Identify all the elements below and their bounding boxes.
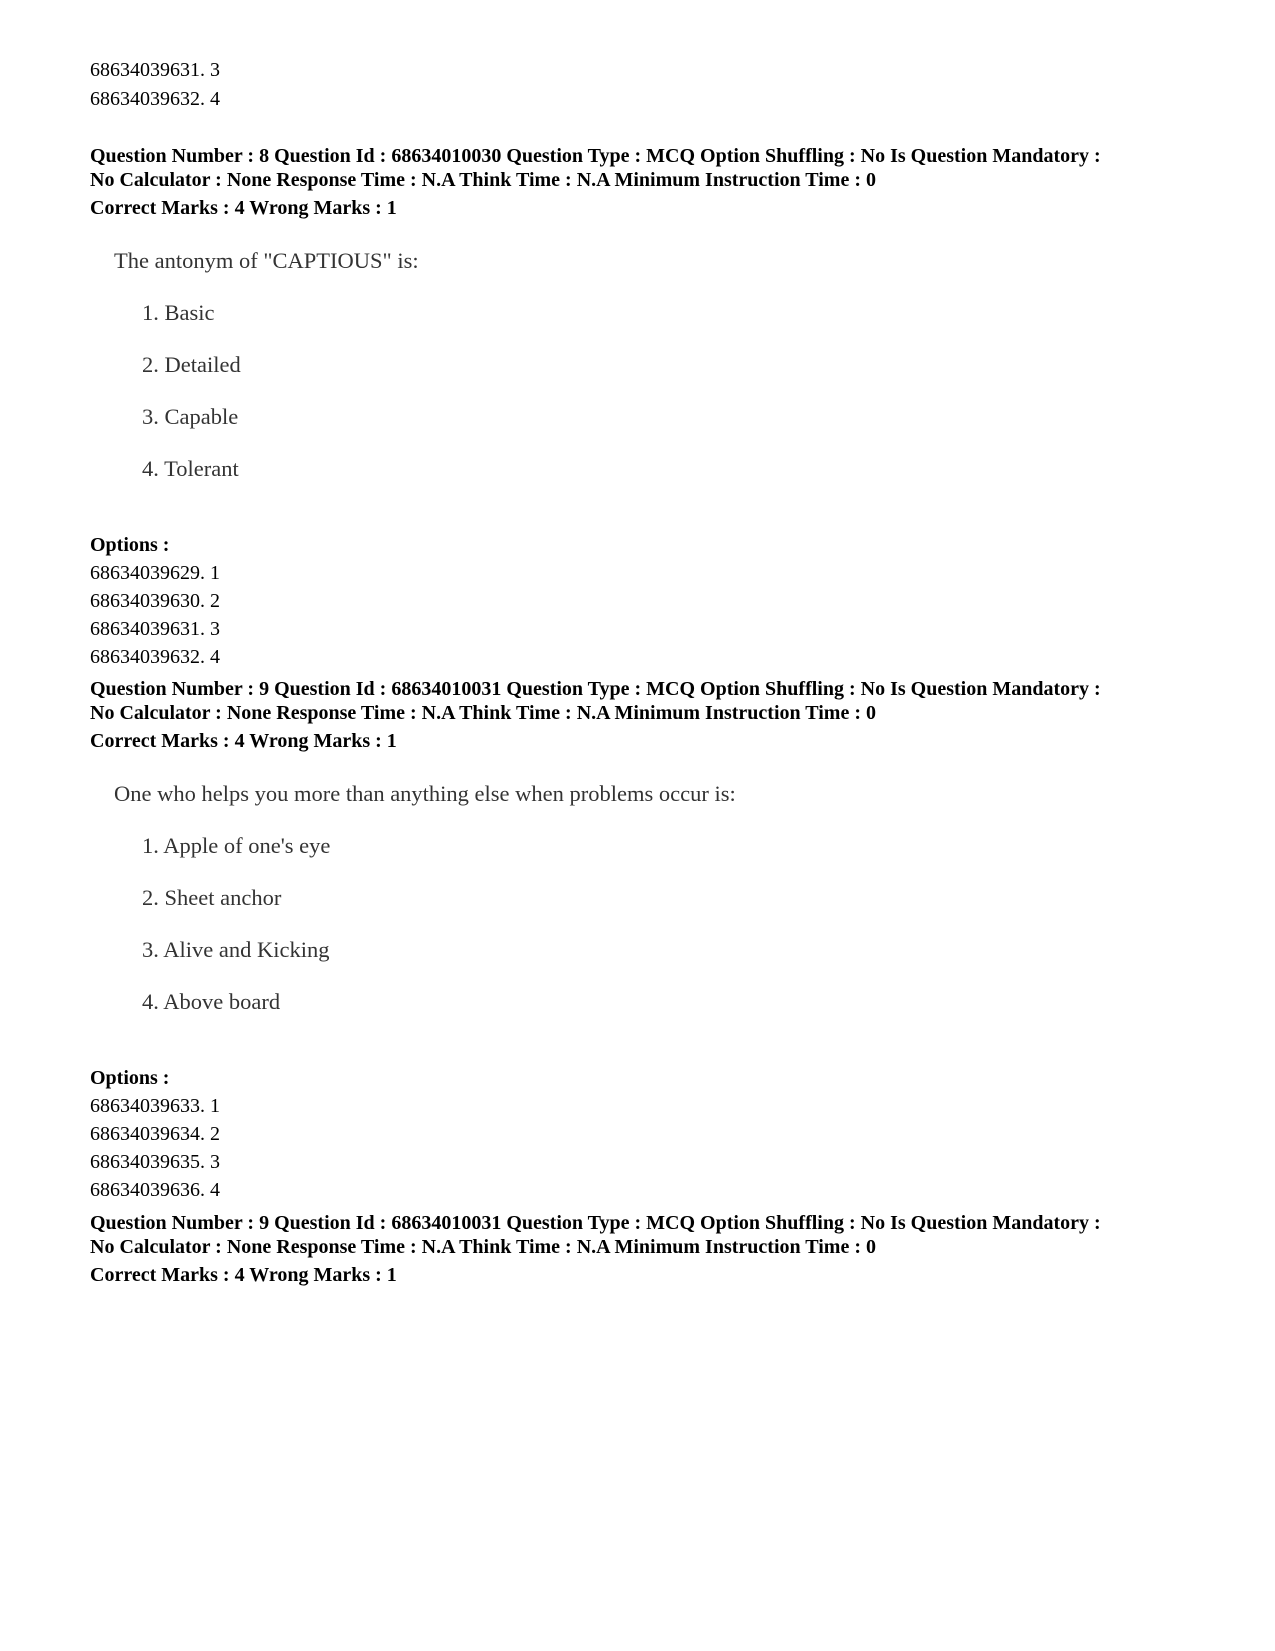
option-line: 68634039634. 2 xyxy=(90,1123,220,1145)
options-list xyxy=(90,1092,1220,1204)
question-choice: 4. Tolerant xyxy=(142,455,239,481)
question-choice: 2. Detailed xyxy=(142,351,241,377)
question-choice: 3. Alive and Kicking xyxy=(142,936,330,962)
question-choice: 1. Apple of one's eye xyxy=(142,832,331,858)
option-line: 68634039629. 1 xyxy=(90,562,220,584)
question-choice: 4. Above board xyxy=(142,988,281,1014)
question-meta-line-2: No Calculator : None Response Time : N.A Think Time : N.A Minimum Instruction Time : 0 xyxy=(90,1235,876,1258)
question-meta-line-2: No Calculator : None Response Time : N.A Think Time : N.A Minimum Instruction Time : 0 xyxy=(90,168,876,191)
question-block xyxy=(90,1212,1220,1288)
question-stem-image xyxy=(90,754,1220,1064)
question-meta-line-2: No Calculator : None Response Time : N.A Think Time : N.A Minimum Instruction Time : 0 xyxy=(90,701,876,724)
question-marks: Correct Marks : 4 Wrong Marks : 1 xyxy=(90,1264,397,1286)
options-heading: Options : xyxy=(90,533,170,556)
option-line: 68634039632. 4 xyxy=(90,646,220,668)
question-choice: 2. Sheet anchor xyxy=(142,884,282,910)
previous-options-list xyxy=(90,56,220,113)
question-meta-line-1: Question Number : 9 Question Id : 68634010031 Question Type : MCQ Option Shuffling : No Is Question Mandatory : xyxy=(90,678,1101,700)
option-line: 68634039633. 1 xyxy=(90,1095,220,1117)
question-stem-image xyxy=(90,221,1220,531)
option-line: 68634039635. 3 xyxy=(90,1151,220,1173)
question-choice: 1. Basic xyxy=(142,299,215,325)
question-block xyxy=(90,145,1220,671)
option-line: 68634039632. 4 xyxy=(90,87,220,110)
question-stem: One who helps you more than anything else when problems occur is: xyxy=(114,780,736,806)
question-marks: Correct Marks : 4 Wrong Marks : 1 xyxy=(90,730,397,752)
question-marks: Correct Marks : 4 Wrong Marks : 1 xyxy=(90,197,397,219)
options-heading: Options : xyxy=(90,1066,170,1089)
question-block xyxy=(90,678,1220,1204)
question-choice: 3. Capable xyxy=(142,403,239,429)
option-line: 68634039631. 3 xyxy=(90,618,220,640)
question-meta-line-1: Question Number : 8 Question Id : 68634010030 Question Type : MCQ Option Shuffling : No Is Question Mandatory : xyxy=(90,145,1101,167)
option-line: 68634039636. 4 xyxy=(90,1179,220,1201)
option-line: 68634039630. 2 xyxy=(90,590,220,612)
question-meta-line-1: Question Number : 9 Question Id : 68634010031 Question Type : MCQ Option Shuffling : No Is Question Mandatory : xyxy=(90,1212,1101,1234)
options-list xyxy=(90,559,1220,671)
question-stem: The antonym of "CAPTIOUS" is: xyxy=(114,247,419,273)
option-line: 68634039631. 3 xyxy=(90,59,220,81)
